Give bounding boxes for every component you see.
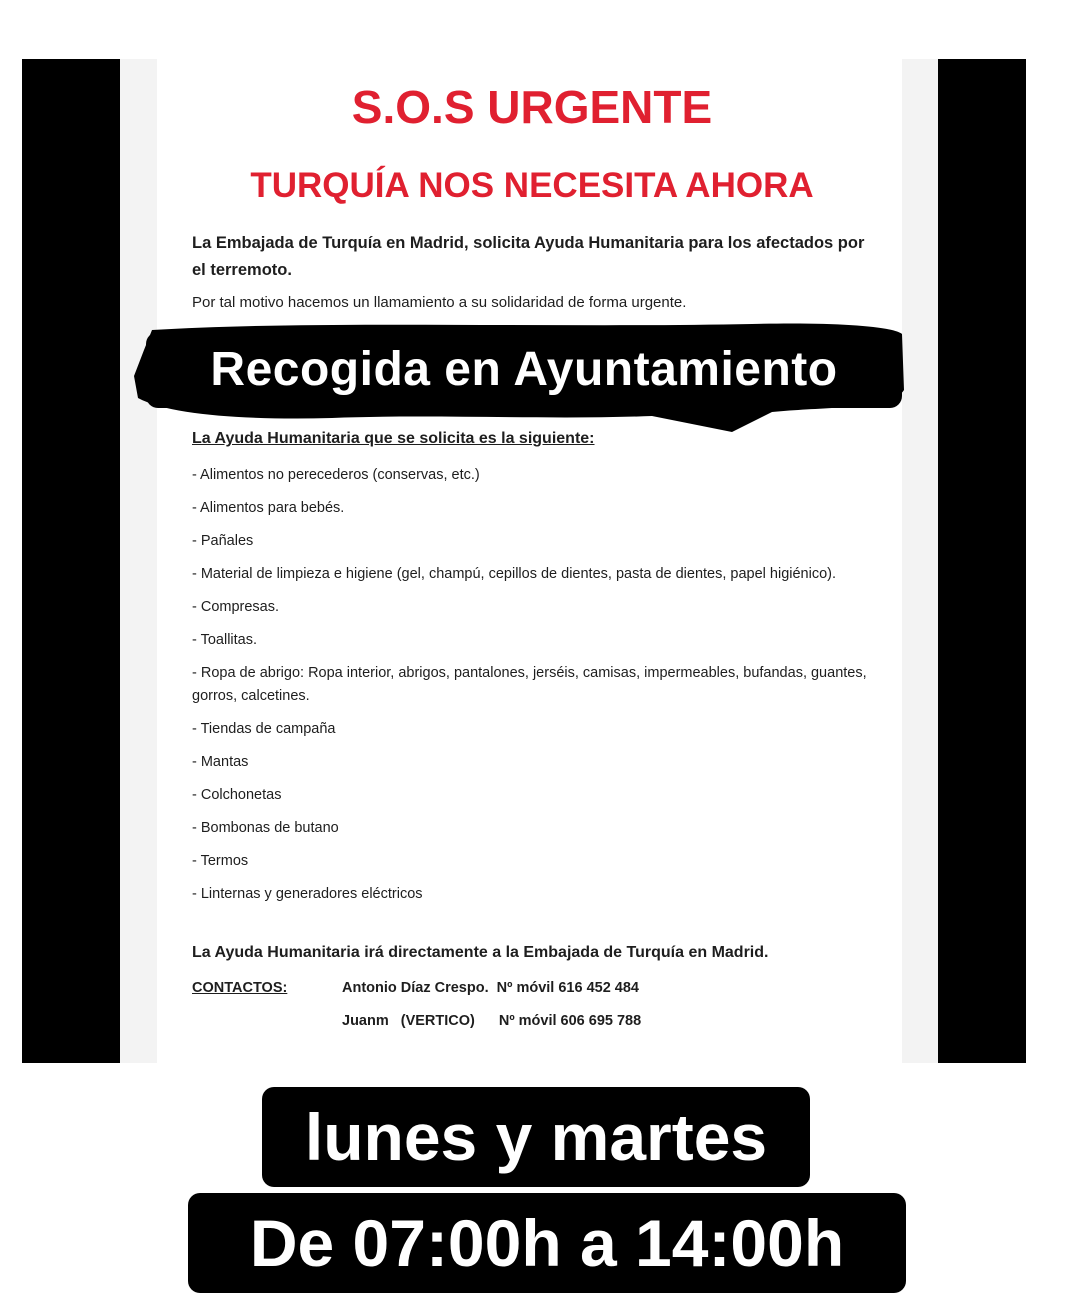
contact-org: (VERTICO) (400, 1013, 475, 1029)
aid-list (192, 464, 882, 916)
aid-item: - Pañales (192, 533, 254, 549)
contacts-label: CONTACTOS: (192, 980, 288, 996)
aid-item: - Toallitas. (192, 632, 258, 648)
aid-item: - Alimentos para bebés. (192, 500, 345, 516)
contact-name: Antonio Díaz Crespo. (342, 980, 489, 996)
aid-item: - Alimentos no perecederos (conservas, etc.) (192, 467, 480, 483)
flyer-subtitle: TURQUÍA NOS NECESITA AHORA (250, 166, 814, 205)
contact-name: Juanm (342, 1013, 389, 1029)
aid-list-heading: La Ayuda Humanitaria que se solicita es la siguiente: (192, 430, 595, 447)
flyer-appeal: Por tal motivo hacemos un llamamiento a su solidaridad de forma urgente. (192, 294, 687, 311)
pickup-location-caption: Recogida en Ayuntamiento (146, 332, 902, 408)
aid-item: - Linternas y generadores eléctricos (192, 886, 423, 902)
contact-entry (342, 980, 639, 996)
aid-item: - Colchonetas (192, 787, 282, 803)
aid-item: - Tiendas de campaña (192, 721, 336, 737)
contact-entry (342, 1013, 641, 1029)
flyer-title: S.O.S URGENTE (351, 81, 713, 133)
aid-item: - Compresas. (192, 599, 280, 615)
contact-phone: Nº móvil 606 695 788 (498, 1013, 642, 1029)
pickup-days-caption: lunes y martes (262, 1087, 810, 1187)
aid-item: - Mantas (192, 754, 249, 770)
aid-item: - Ropa de abrigo: Ropa interior, abrigos, pantalones, jerséis, camisas, impermeables, bufandas, guantes, gorros, calcetines. (192, 665, 867, 704)
aid-item: - Termos (192, 853, 249, 869)
aid-item: - Material de limpieza e higiene (gel, champú, cepillos de dientes, pasta de dientes, papel higiénico). (192, 566, 837, 582)
flyer-closing: La Ayuda Humanitaria irá directamente a la Embajada de Turquía en Madrid. (192, 944, 769, 961)
pickup-hours-caption: De 07:00h a 14:00h (188, 1193, 906, 1293)
contact-phone: Nº móvil 616 452 484 (496, 980, 639, 996)
flyer-intro: La Embajada de Turquía en Madrid, solicita Ayuda Humanitaria para los afectados por el terremoto. (192, 234, 865, 279)
aid-item: - Bombonas de butano (192, 820, 339, 836)
